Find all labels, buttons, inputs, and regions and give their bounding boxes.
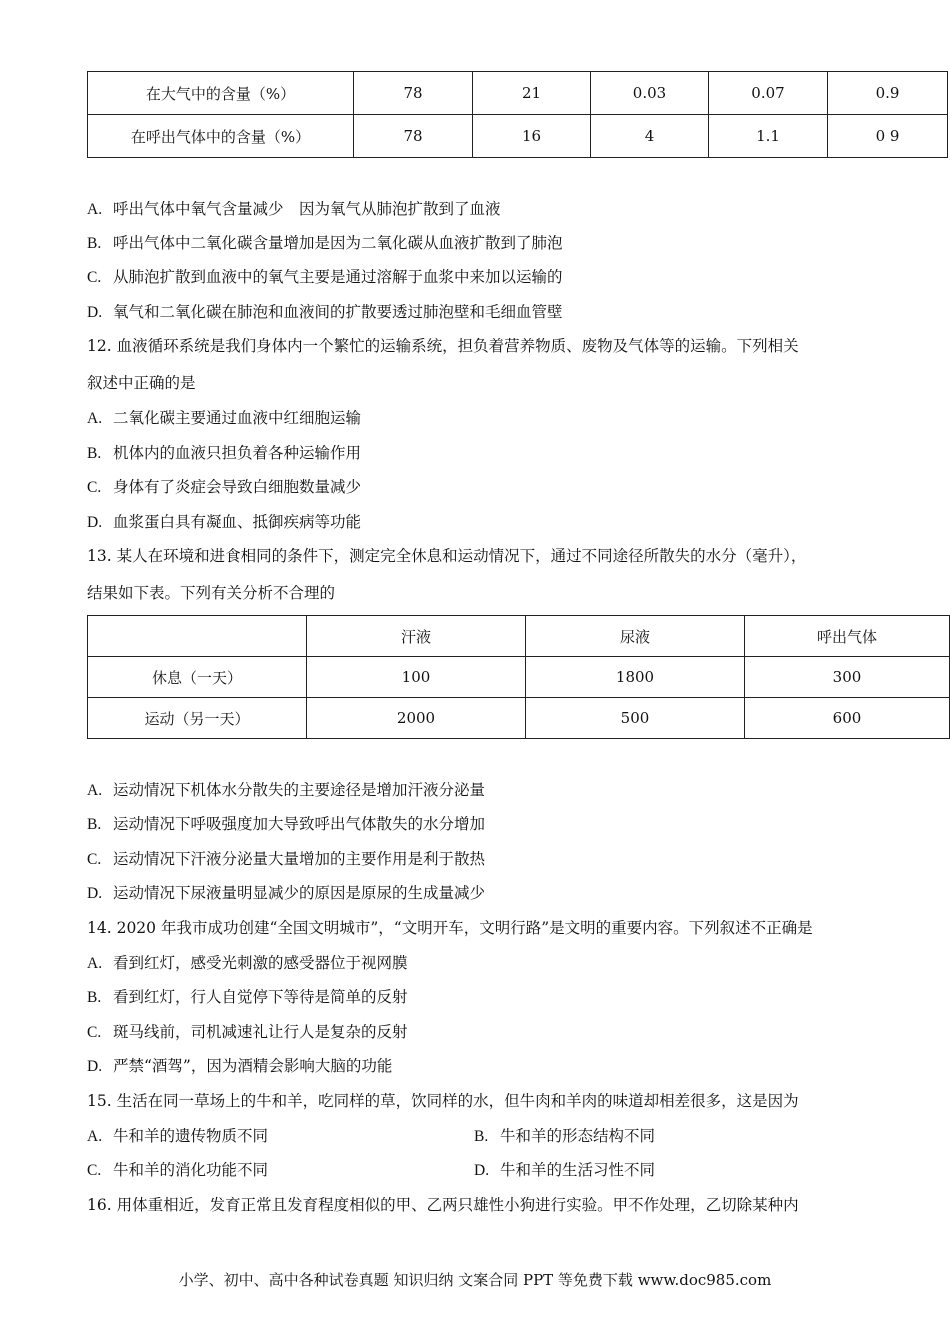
q15-option-a: A. 牛和羊的遗传物质不同 (87, 1127, 269, 1145)
table-cell: 0.9 (828, 72, 948, 115)
q15-option-c: C. 牛和羊的消化功能不同 (87, 1161, 269, 1179)
q12-option-a: A. 二氧化碳主要通过血液中红细胞运输 (87, 409, 362, 427)
table-cell: 21 (473, 72, 591, 115)
table-header-cell: 呼出气体 (745, 616, 950, 657)
table-header-cell (88, 616, 307, 657)
q14-option-c: C. 斑马线前，司机减速礼让行人是复杂的反射 (87, 1023, 408, 1041)
q13-option-c: C. 运动情况下汗液分泌量大量增加的主要作用是利于散热 (87, 850, 486, 868)
q12-option-d: D. 血浆蛋白具有凝血、抵御疾病等功能 (87, 513, 362, 531)
water-loss-table (87, 615, 950, 739)
q13-option-b: B. 运动情况下呼吸强度加大导致呼出气体散失的水分增加 (87, 815, 486, 833)
table-cell: 0.07 (709, 72, 828, 115)
q12-option-b: B. 机体内的血液只担负着各种运输作用 (87, 444, 362, 462)
table-cell: 1800 (526, 657, 745, 698)
table-cell: 运动（另一天） (88, 698, 307, 739)
q11-option-b: B. 呼出气体中二氧化碳含量增加是因为二氧化碳从血液扩散到了肺泡 (87, 234, 563, 252)
table-cell: 78 (354, 115, 473, 158)
q15-stem: 15. 生活在同一草场上的牛和羊，吃同样的草，饮同样的水，但牛肉和羊肉的味道却相差很多，这是因为 (87, 1092, 799, 1110)
q13-option-a: A. 运动情况下机体水分散失的主要途径是增加汗液分泌量 (87, 781, 486, 799)
table-row (88, 657, 950, 698)
gas-content-table (87, 71, 948, 158)
q14-option-a: A. 看到红灯，感受光刺激的感受器位于视网膜 (87, 954, 408, 972)
table-cell: 100 (307, 657, 526, 698)
table-cell: 休息（一天） (88, 657, 307, 698)
table-cell: 600 (745, 698, 950, 739)
q11-option-c: C. 从肺泡扩散到血液中的氧气主要是通过溶解于血浆中来加以运输的 (87, 268, 563, 286)
table-row (88, 115, 948, 158)
q12-stem-cont: 叙述中正确的是 (87, 374, 196, 392)
table-cell: 500 (526, 698, 745, 739)
table-header-cell: 汗液 (307, 616, 526, 657)
table-cell: 0 9 (828, 115, 948, 158)
table-cell: 78 (354, 72, 473, 115)
page-footer: 小学、初中、高中各种试卷真题 知识归纳 文案合同 PPT 等免费下载 www.doc985.com (178, 1271, 772, 1289)
q12-stem: 12. 血液循环系统是我们身体内一个繁忙的运输系统，担负着营养物质、废物及气体等的运输。下列相关 (87, 337, 799, 355)
q16-stem: 16. 用体重相近，发育正常且发育程度相似的甲、乙两只雄性小狗进行实验。甲不作处理，乙切除某种内 (87, 1196, 799, 1214)
table-cell: 2000 (307, 698, 526, 739)
table-header-row (88, 616, 950, 657)
q11-option-d: D. 氧气和二氧化碳在肺泡和血液间的扩散要透过肺泡壁和毛细血管壁 (87, 303, 563, 321)
table-cell: 300 (745, 657, 950, 698)
table-cell: 4 (591, 115, 709, 158)
table-cell: 在呼出气体中的含量（%） (88, 115, 354, 158)
table-row (88, 698, 950, 739)
table-header-cell: 尿液 (526, 616, 745, 657)
q14-option-d: D. 严禁“酒驾”，因为酒精会影响大脑的功能 (87, 1057, 393, 1075)
table-cell: 16 (473, 115, 591, 158)
q13-option-d: D. 运动情况下尿液量明显减少的原因是原尿的生成量减少 (87, 884, 486, 902)
table-row (88, 72, 948, 115)
q13-stem: 13. 某人在环境和进食相同的条件下，测定完全休息和运动情况下，通过不同途径所散失的水分（毫升）， (87, 547, 807, 565)
q14-option-b: B. 看到红灯，行人自觉停下等待是简单的反射 (87, 988, 408, 1006)
table-cell: 在大气中的含量（%） (88, 72, 354, 115)
table-cell: 1.1 (709, 115, 828, 158)
table-cell: 0.03 (591, 72, 709, 115)
q13-stem-cont: 结果如下表。下列有关分析不合理的 (87, 584, 336, 602)
q15-option-d: D. 牛和羊的生活习性不同 (474, 1161, 656, 1179)
q12-option-c: C. 身体有了炎症会导致白细胞数量减少 (87, 478, 362, 496)
q15-option-b: B. 牛和羊的形态结构不同 (474, 1127, 656, 1145)
q11-option-a: A. 呼出气体中氧气含量减少 因为氧气从肺泡扩散到了血液 (87, 200, 501, 218)
q14-stem: 14. 2020 年我市成功创建“全国文明城市”，“文明开车，文明行路”是文明的重要内容。下列叙述不正确是 (87, 919, 813, 937)
